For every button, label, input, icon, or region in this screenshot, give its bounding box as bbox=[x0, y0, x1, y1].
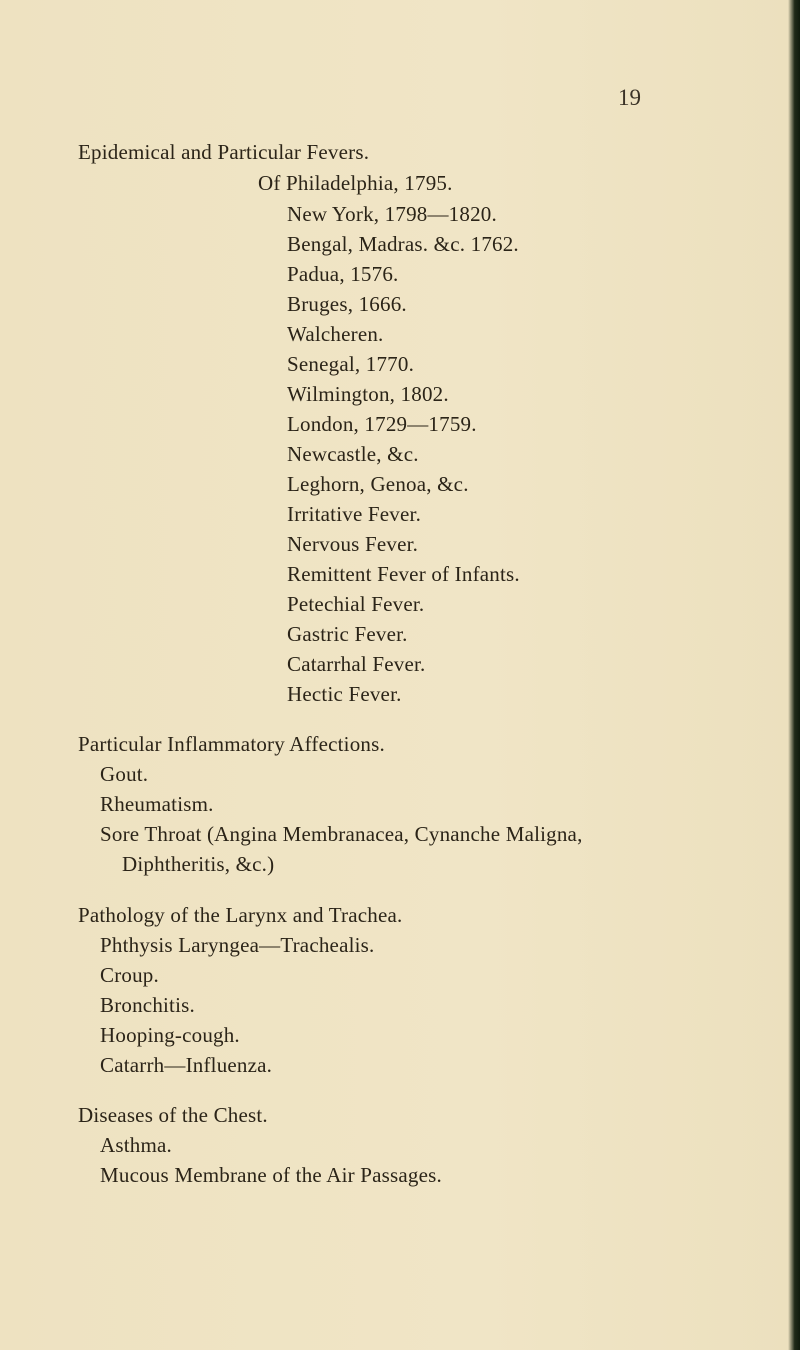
list-item: Leghorn, Genoa, &c. bbox=[287, 472, 469, 496]
list-item: Hectic Fever. bbox=[287, 682, 402, 706]
list-item: Phthysis Laryngea—Trachealis. bbox=[100, 933, 375, 957]
list-item: Walcheren. bbox=[287, 322, 384, 346]
list-item: Bronchitis. bbox=[100, 993, 195, 1017]
list-item: Asthma. bbox=[100, 1133, 172, 1157]
list-item: Sore Throat (Angina Membranacea, Cynanche Maligna, bbox=[100, 822, 583, 846]
list-item: Gastric Fever. bbox=[287, 622, 408, 646]
section-heading-chest: Diseases of the Chest. bbox=[78, 1103, 268, 1127]
list-item: Croup. bbox=[100, 963, 159, 987]
list-item: Diphtheritis, &c.) bbox=[122, 852, 275, 876]
list-item: Gout. bbox=[100, 762, 149, 786]
list-item: New York, 1798—1820. bbox=[287, 202, 497, 226]
list-item: Petechial Fever. bbox=[287, 592, 425, 616]
list-item: Hooping-cough. bbox=[100, 1023, 240, 1047]
list-item: Nervous Fever. bbox=[287, 532, 419, 556]
list-item: Senegal, 1770. bbox=[287, 352, 415, 376]
section-heading-larynx: Pathology of the Larynx and Trachea. bbox=[78, 903, 403, 927]
list-item: Remittent Fever of Infants. bbox=[287, 562, 520, 586]
section-heading-inflammatory: Particular Inflammatory Affections. bbox=[78, 732, 385, 756]
list-item: Of Philadelphia, 1795. bbox=[258, 171, 453, 195]
list-item: London, 1729—1759. bbox=[287, 412, 477, 436]
list-item: Bengal, Madras. &c. 1762. bbox=[287, 232, 519, 256]
list-item: Catarrhal Fever. bbox=[287, 652, 426, 676]
list-item: Wilmington, 1802. bbox=[287, 382, 449, 406]
list-item: Irritative Fever. bbox=[287, 502, 422, 526]
list-item: Bruges, 1666. bbox=[287, 292, 407, 316]
list-item: Mucous Membrane of the Air Passages. bbox=[100, 1163, 442, 1187]
page-number: 19 bbox=[618, 85, 641, 110]
list-item: Padua, 1576. bbox=[287, 262, 399, 286]
list-item: Rheumatism. bbox=[100, 792, 214, 816]
list-item: Catarrh—Influenza. bbox=[100, 1053, 273, 1077]
page-edge-shadow bbox=[788, 0, 800, 1350]
list-item: Newcastle, &c. bbox=[287, 442, 419, 466]
section-heading-fevers: Epidemical and Particular Fevers. bbox=[78, 140, 370, 164]
